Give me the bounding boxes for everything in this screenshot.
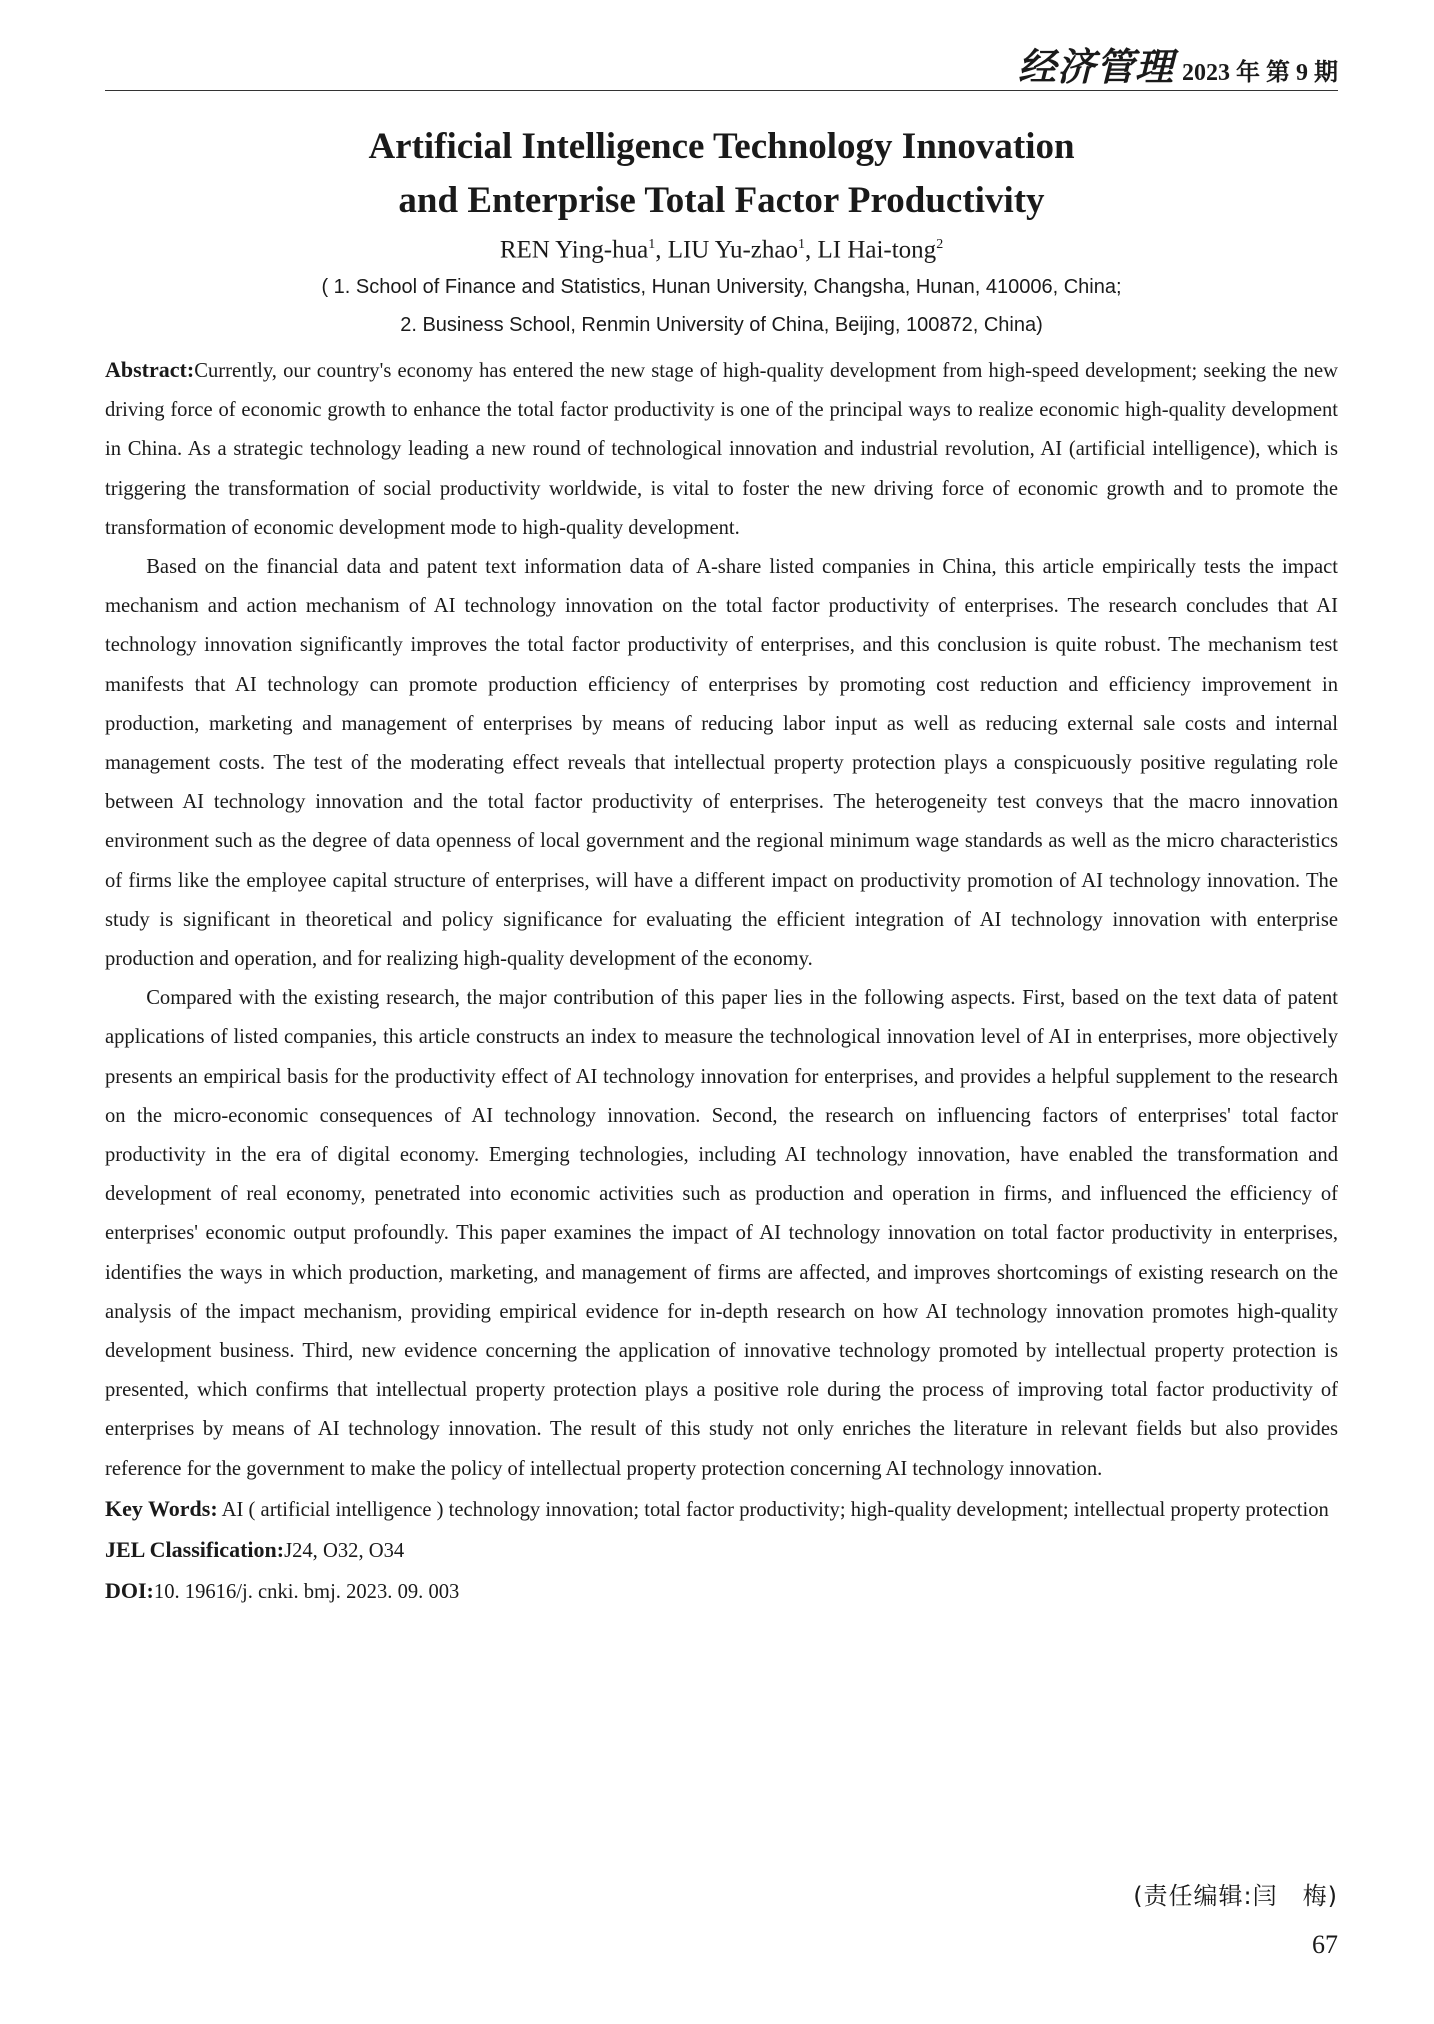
doi-text: 10. 19616/j. cnki. bmj. 2023. 09. 003 [153,1581,460,1604]
paper-title [105,120,1338,228]
author-list: REN Ying-hua$^1$, LIU Yu-zhao$^1$, LI Hai-tong$^2$ [499,236,944,264]
title-line-1: Artificial Intelligence Technology Innovation [368,126,1075,167]
journal-name: 经济管理 [1017,45,1174,89]
header-rule [105,90,1338,91]
page-number: 67 [1312,1930,1338,1959]
affiliation-line-1: ( 1. School of Finance and Statistics, Hunan University, Changsha, Hunan, 410006, China; [321,276,1122,298]
author-name: REN Ying-hua [499,236,649,264]
abstract-text-1: Currently, our country's economy has entered the new stage of high-quality development from high-speed development; seeking the new driving force of economic growth to enhance the total factor productivity is one of the principal ways to realize economic high-quality development in China. As a strategic technology leading a new round of technological innovation and industrial revolution, AI (artificial intelligence), which is triggering the transformation of social productivity worldwide, is vital to foster the new driving force of economic growth and to promote the transformation of economic development mode to high-quality development. [105,360,1338,539]
abstract-paragraph-1 [105,350,1338,548]
running-head [1018,36,1338,91]
abstract-paragraph-3: Compared with the existing research, the major contribution of this paper lies in the following aspects. First, based on the text data of patent applications of listed companies, this article constructs an index to measure the technological innovation level of AI in enterprises, more objectively presents an empirical basis for the productivity effect of AI technology innovation for enterprises, and provides a helpful supplement to the research on the micro-economic consequences of AI technology innovation. Second, the research on influencing factors of enterprises' total factor productivity in the era of digital economy. Emerging technologies, including AI technology innovation, have enabled the transformation and development of real economy, penetrated into economic activities such as production and operation in firms, and influenced the efficiency of enterprises' economic output profoundly. This paper examines the impact of AI technology innovation on total factor productivity in enterprises, identifies the ways in which production, marketing, and management of firms are affected, and improves shortcomings of existing research on the analysis of the impact mechanism, providing empirical evidence for in-depth research on how AI technology innovation promotes high-quality development business. Third, new evidence concerning the application of innovative technology promoted by intellectual property protection is presented, which confirms that intellectual property protection plays a positive role during the process of improving total factor productivity of enterprises by means of AI technology innovation. The result of this study not only enriches the literature in relevant fields but also provides reference for the government to make the policy of intellectual property protection concerning AI technology innovation. [105,987,1338,1480]
abstract-label: Abstract: [105,357,195,382]
keywords-text: AI ( artificial intelligence ) technology innovation; total factor productivity; high-quality development; intellectual property protection [221,1498,1329,1521]
abstract-section [105,350,1338,1613]
keywords-label: Key Words: [105,1495,218,1521]
author-affiliation-mark: 1 [648,237,656,252]
affiliation-line-2: 2. Business School, Renmin University of China, Beijing, 100872, China) [400,314,1043,336]
title-line-2: and Enterprise Total Factor Productivity [398,180,1045,221]
doi-label: DOI: [105,1578,154,1604]
jel-label: JEL Classification: [105,1537,285,1563]
paper-page [105,0,1338,2024]
issue-info: 2023 年 第 9 期 [1182,60,1338,86]
author-name: LI Hai-tong [817,236,937,264]
jel-classification [105,1530,1338,1571]
abstract-paragraph-2: Based on the financial data and patent text information data of A-share listed companies in China, this article empirically tests the impact mechanism and action mechanism of AI technology innovation on the total factor productivity of enterprises. The research concludes that AI technology innovation significantly improves the total factor productivity of enterprises, and this conclusion is quite robust. The mechanism test manifests that AI technology can promote production efficiency of enterprises by promoting cost reduction and efficiency improvement in production, marketing and management of enterprises by means of reducing labor input as well as reducing external sale costs and internal management costs. The test of the moderating effect reveals that intellectual property protection plays a conspicuously positive regulating role between AI technology innovation and the total factor productivity of enterprises. The heterogeneity test conveys that the macro innovation environment such as the degree of data openness of local government and the regional minimum wage standards as well as the micro characteristics of firms like the employee capital structure of enterprises, will have a different impact on productivity promotion of AI technology innovation. The study is significant in theoretical and policy significance for evaluating the efficient integration of AI technology innovation with enterprise production and operation, and for realizing high-quality development of the economy. [105,556,1338,971]
author-name: LIU Yu-zhao [667,236,798,264]
author-affiliation-mark: 1 [797,237,805,252]
keywords [105,1489,1338,1530]
author-affiliation-mark: 2 [936,237,944,252]
editor-note: (责任编辑:闫 梅) [1133,1882,1338,1910]
doi [105,1571,1338,1612]
jel-text: J24, O32, O34 [284,1540,405,1563]
